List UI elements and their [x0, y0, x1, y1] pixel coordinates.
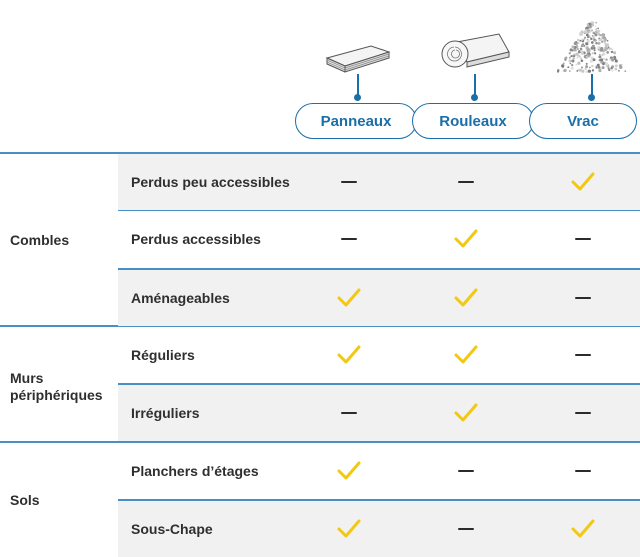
check-icon	[319, 327, 379, 383]
loose-fill-icon	[529, 10, 640, 76]
column-panneaux-label: Panneaux	[295, 103, 417, 139]
dash-icon	[341, 238, 357, 241]
table-row	[118, 270, 640, 326]
panels-icon	[295, 10, 421, 76]
check-icon	[453, 402, 479, 424]
group-label-murs: Murs périphériques	[10, 370, 103, 403]
table-row	[118, 501, 640, 557]
dash-icon	[436, 501, 496, 557]
dash-icon	[458, 470, 474, 473]
table-row	[118, 443, 640, 499]
dash-icon	[436, 154, 496, 210]
dash-icon	[341, 412, 357, 415]
dash-icon	[553, 270, 613, 326]
check-icon	[453, 287, 479, 309]
check-icon	[336, 287, 362, 309]
row-label: Réguliers	[131, 347, 195, 363]
check-icon	[336, 518, 362, 540]
check-icon	[436, 327, 496, 383]
column-header-panneaux	[295, 0, 421, 150]
check-icon	[553, 501, 613, 557]
check-icon	[570, 171, 596, 193]
check-icon	[336, 344, 362, 366]
column-vrac-label: Vrac	[529, 103, 637, 139]
connector-dot	[354, 94, 361, 101]
group-label-combles: Combles	[10, 232, 70, 248]
check-icon	[436, 385, 496, 441]
dash-icon	[341, 181, 357, 184]
check-icon	[436, 270, 496, 326]
table-row	[118, 211, 640, 267]
column-header-vrac	[529, 0, 640, 150]
roll-icon	[412, 10, 538, 76]
dash-icon	[319, 154, 379, 210]
dash-icon	[319, 385, 379, 441]
dash-icon	[575, 297, 591, 300]
column-header-rouleaux	[412, 0, 538, 150]
dash-icon	[458, 181, 474, 184]
dash-icon	[553, 211, 613, 267]
dash-icon	[553, 385, 613, 441]
row-label: Perdus accessibles	[131, 231, 261, 247]
table-row	[118, 154, 640, 210]
check-icon	[319, 501, 379, 557]
check-icon	[570, 518, 596, 540]
table-row	[118, 327, 640, 383]
check-icon	[453, 344, 479, 366]
check-icon	[453, 228, 479, 250]
dash-icon	[575, 470, 591, 473]
dash-icon	[575, 412, 591, 415]
check-icon	[319, 270, 379, 326]
check-icon	[436, 211, 496, 267]
table-row	[118, 385, 640, 441]
check-icon	[319, 443, 379, 499]
dash-icon	[553, 443, 613, 499]
connector-dot	[471, 94, 478, 101]
dash-icon	[458, 528, 474, 531]
column-rouleaux-label: Rouleaux	[412, 103, 534, 139]
dash-icon	[575, 354, 591, 357]
row-label: Aménageables	[131, 290, 230, 306]
row-label: Irréguliers	[131, 405, 200, 421]
dash-icon	[319, 211, 379, 267]
group-label-sols: Sols	[10, 492, 40, 508]
check-icon	[553, 154, 613, 210]
dash-icon	[553, 327, 613, 383]
row-label: Perdus peu accessibles	[131, 174, 290, 190]
dash-icon	[436, 443, 496, 499]
dash-icon	[575, 238, 591, 241]
check-icon	[336, 460, 362, 482]
connector-dot	[588, 94, 595, 101]
row-label: Sous-Chape	[131, 521, 213, 537]
row-label: Planchers d’étages	[131, 463, 259, 479]
